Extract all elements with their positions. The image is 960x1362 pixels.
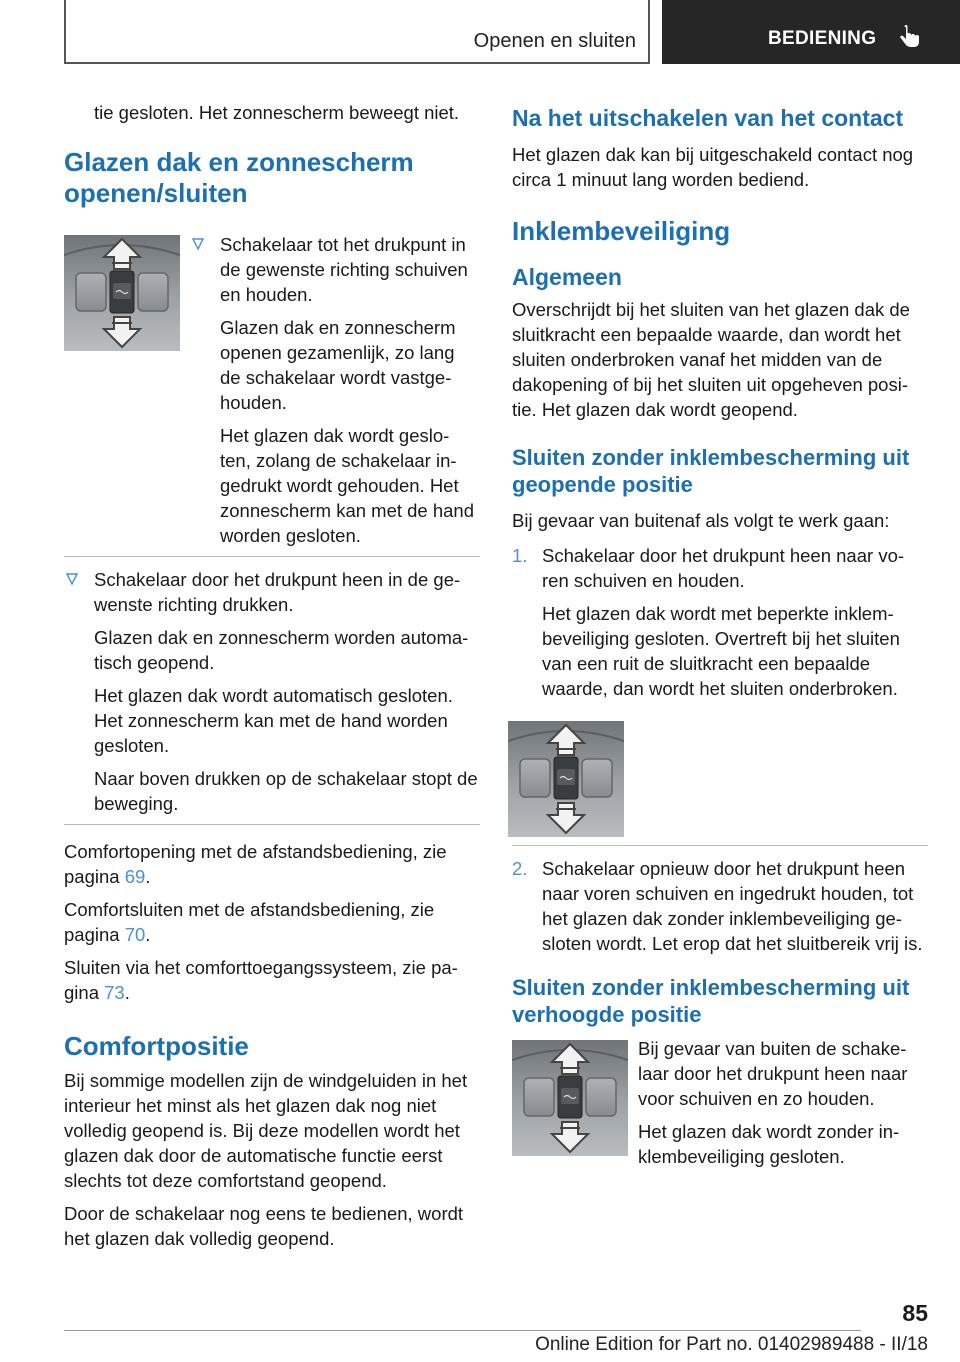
- divider: [64, 556, 480, 557]
- page-link[interactable]: 73: [104, 982, 125, 1003]
- heading-general: Algemeen: [512, 264, 622, 290]
- divider: [512, 845, 928, 846]
- bullet-1-p2: Het glazen dak wordt geslo-ten, zolang de schakelaar in-gedrukt wordt gehouden. Het zonnescherm kan met de hand worden gesloten.: [220, 425, 475, 546]
- continued-text: tie gesloten. Het zonnescherm beweegt niet.: [94, 102, 460, 123]
- header-rule-bottom: [64, 62, 650, 64]
- hand-pointer-icon: [896, 24, 922, 50]
- heading-comfort-position: Comfortpositie: [64, 1031, 249, 1061]
- divider: [64, 824, 480, 825]
- step-2-main: Schakelaar opnieuw door het drukpunt heen naar voren schuiven en ingedrukt houden, tot het glazen dak zonder inklembeveiliging ge-sloten wordt. Let erop dat het sluitbereik vrij is.: [542, 858, 923, 954]
- heading-pinch-protection: Inklembeveiliging: [512, 216, 731, 246]
- bullet-1-p1: Glazen dak en zonnescherm openen gezamenlijk, zo lang de schakelaar wordt vastge-houden.: [220, 317, 456, 413]
- bullet-2-p1: Glazen dak en zonnescherm worden automa-tisch geopend.: [94, 627, 469, 673]
- step-1-main: Schakelaar door het drukpunt heen naar vo-ren schuiven en houden.: [542, 545, 905, 591]
- raised-p1: Bij gevaar van buiten de schake-laar door het drukpunt heen naar voor schuiven en zo houden.: [638, 1038, 908, 1109]
- triangle-bullet-icon: [192, 238, 204, 250]
- footer-edition: Online Edition for Part no. 01402989488 - II/18: [535, 1334, 928, 1355]
- footer-rule: [64, 1330, 861, 1331]
- sunroof-switch-image: [508, 721, 624, 837]
- page-number: 85: [902, 1300, 928, 1326]
- sunroof-switch-image: [64, 235, 180, 351]
- general-text: Overschrijdt bij het sluiten van het glazen dak de sluitkracht een bepaalde waarde, dan wordt het sluiten onderbroken vanaf het midden van de dakopening of bij het sluiten uit opgeheven posi-tie. Het glazen dak wordt geopend.: [512, 299, 910, 420]
- heading-after-ignition-off: Na het uitschakelen van het contact: [512, 105, 904, 131]
- bullet-2-p3: Naar boven drukken op de schakelaar stopt de beweging.: [94, 768, 478, 814]
- right-column: [512, 100, 928, 1177]
- sunroof-switch-image: [512, 1040, 628, 1156]
- left-column: [64, 100, 480, 1259]
- switch-block-1: [64, 225, 480, 548]
- bullet-2-main: Schakelaar door het drukpunt heen in de ge-wenste richting drukken.: [94, 569, 461, 615]
- comfort-access-ref: Sluiten via het comforttoegangssysteem, zie pa-gina 73.: [64, 957, 458, 1003]
- raised-p2: Het glazen dak wordt zonder in-klembeveiliging gesloten.: [638, 1121, 900, 1167]
- list-item: [64, 567, 480, 816]
- chapter-tab-label: BEDIENING: [768, 28, 877, 49]
- comfort-close-ref: Comfortsluiten met de afstandsbediening, zie pagina 70.: [64, 899, 435, 945]
- comfort-open-ref: Comfortopening met de afstandsbediening, zie pagina 69.: [64, 841, 447, 887]
- heading-close-from-open: Sluiten zonder inklembescherming uit geopende positie: [512, 445, 910, 497]
- page-link[interactable]: 70: [124, 924, 146, 945]
- switch-block-2: [512, 709, 928, 845]
- step-number: 2.: [512, 858, 528, 879]
- switch-block-3: [512, 1036, 928, 1169]
- list-item: [512, 856, 928, 956]
- page-link[interactable]: 69: [124, 866, 146, 887]
- bullet-2-p2: Het glazen dak wordt automatisch gesloten. Het zonnescherm kan met de hand worden gesloten.: [94, 685, 453, 756]
- list-item: [190, 232, 480, 548]
- list-item: [512, 543, 928, 701]
- step-number: 1.: [512, 545, 528, 566]
- header-rule-divider: [648, 0, 650, 64]
- triangle-bullet-icon: [66, 573, 78, 585]
- header-section-title: Openen en sluiten: [473, 30, 636, 52]
- comfort-position-p1: Bij sommige modellen zijn de windgeluiden in het interieur het minst als het glazen dak nog niet volledig geopend is. Bij deze modellen wordt het glazen dak door de automatische functie eerst slechts tot deze comfortstand geopend.: [64, 1070, 468, 1191]
- heading-close-from-raised: Sluiten zonder inklembescherming uit verhoogde positie: [512, 975, 910, 1027]
- close-from-open-intro: Bij gevaar van buitenaf als volgt te werk gaan:: [512, 510, 890, 531]
- step-1-p: Het glazen dak wordt met beperkte inklem-beveiliging gesloten. Overtreft bij het sluiten van een ruit de sluitkracht een bepaalde waarde, dan wordt het sluiten onderbroken.: [542, 603, 900, 699]
- comfort-position-p2: Door de schakelaar nog eens te bedienen, wordt het glazen dak volledig geopend.: [64, 1203, 464, 1249]
- after-ignition-off-text: Het glazen dak kan bij uitgeschakeld contact nog circa 1 minuut lang worden bediend.: [512, 144, 914, 190]
- header-chapter-tab[interactable]: [662, 0, 960, 64]
- heading-open-close: Glazen dak en zonnescherm openen/sluiten: [64, 147, 414, 208]
- bullet-1-main: Schakelaar tot het drukpunt in de gewenste richting schuiven en houden.: [220, 234, 468, 305]
